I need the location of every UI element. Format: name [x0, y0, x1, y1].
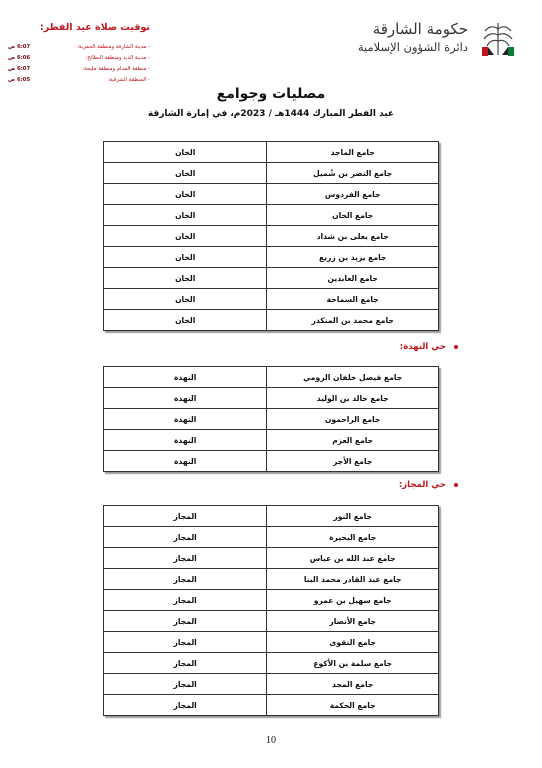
- eid-prayer-times-title: توقيت صلاة عيد الفطر:: [39, 22, 150, 33]
- table-row: [104, 388, 439, 409]
- region-label: - مدينة الذيد ومنطقة البطائح:: [85, 54, 150, 61]
- table-row: [104, 184, 439, 205]
- mosque-name: جامع يزيد بن زريع: [267, 247, 439, 268]
- table-row: [104, 569, 439, 590]
- mosque-table-al-nahda: [103, 366, 439, 472]
- area-name: النهدة: [104, 430, 267, 451]
- area-name: الخان: [104, 226, 267, 247]
- table-row: [104, 590, 439, 611]
- area-name: الخان: [104, 289, 267, 310]
- mosque-name: جامع محمد بن المنكدر: [267, 310, 439, 331]
- area-name: المجاز: [104, 632, 267, 653]
- area-name: النهدة: [104, 409, 267, 430]
- table-row: [104, 632, 439, 653]
- table-row: [104, 226, 439, 247]
- mosque-name: جامع فيصل خلفان الرومي: [267, 367, 439, 388]
- table-row: [104, 310, 439, 331]
- area-name: الخان: [104, 142, 267, 163]
- mosque-name: جامع العزم: [267, 430, 439, 451]
- bullet-icon: [454, 345, 458, 349]
- area-name: المجاز: [104, 506, 267, 527]
- area-name: الخان: [104, 247, 267, 268]
- area-name: الخان: [104, 163, 267, 184]
- area-name: المجاز: [104, 695, 267, 716]
- area-name: المجاز: [104, 611, 267, 632]
- table-row: [104, 430, 439, 451]
- section-heading-al-nahda: [400, 342, 458, 352]
- area-name: المجاز: [104, 569, 267, 590]
- eid-time-item: [8, 52, 150, 63]
- area-name: المجاز: [104, 527, 267, 548]
- government-name: حكومة الشارقة: [372, 20, 468, 38]
- mosque-name: جامع النور: [267, 506, 439, 527]
- table-row: [104, 205, 439, 226]
- table-row: [104, 506, 439, 527]
- mosque-name: جامع الماجد: [267, 142, 439, 163]
- table-row: [104, 268, 439, 289]
- mosque-name: جامع التقوى: [267, 632, 439, 653]
- mosque-table-al-khan: [103, 141, 439, 331]
- area-name: الخان: [104, 268, 267, 289]
- mosque-name: جامع الراحمون: [267, 409, 439, 430]
- section-heading-text: حي المجاز:: [398, 480, 446, 490]
- table-row: [104, 548, 439, 569]
- mosque-name: جامع عبد القادر محمد البنا: [267, 569, 439, 590]
- mosque-name: جامع يعلى بن شداد: [267, 226, 439, 247]
- table-row: [104, 674, 439, 695]
- mosque-name: جامع سلمة بن الأكوع: [267, 653, 439, 674]
- prayer-time: 6:07 ص: [8, 43, 31, 50]
- mosque-name: جامع الفردوس: [267, 184, 439, 205]
- table-row: [104, 289, 439, 310]
- table-row: [104, 409, 439, 430]
- eid-time-item: [8, 41, 150, 52]
- eid-prayer-times-list: [8, 41, 150, 85]
- area-name: المجاز: [104, 590, 267, 611]
- mosque-name: جامع العابدين: [267, 268, 439, 289]
- table-row: [104, 611, 439, 632]
- area-name: الخان: [104, 310, 267, 331]
- region-label: - المنطقة الشرقية:: [107, 76, 150, 83]
- page-number: 10: [266, 735, 276, 746]
- eid-time-item: [8, 74, 150, 85]
- section-heading-al-majaz: [399, 480, 458, 490]
- prayer-time: 6:06 ص: [8, 54, 31, 61]
- eid-time-item: [8, 63, 150, 74]
- department-name: دائرة الشؤون الإسلامية: [357, 40, 468, 54]
- area-name: النهدة: [104, 367, 267, 388]
- page-subtitle: عيد الفطر المبارك 1444هـ / 2023م، في إمارة الشارقة: [147, 109, 395, 119]
- mosque-name: جامع الحكمة: [267, 695, 439, 716]
- table-row: [104, 247, 439, 268]
- mosque-name: جامع خالد بن الوليد: [267, 388, 439, 409]
- emblem-logo-icon: [481, 19, 515, 59]
- page-title: مصليات وجوامع: [216, 86, 326, 102]
- table-row: [104, 451, 439, 472]
- table-row: [104, 695, 439, 716]
- bullet-icon: [454, 483, 458, 487]
- mosque-name: جامع عبد الله بن عباس: [267, 548, 439, 569]
- table-row: [104, 527, 439, 548]
- mosque-name: جامع الأجر: [267, 451, 439, 472]
- table-row: [104, 653, 439, 674]
- mosque-table-al-majaz: [103, 505, 439, 716]
- mosque-name: جامع سهيل بن عمرو: [267, 590, 439, 611]
- table-row: [104, 367, 439, 388]
- area-name: المجاز: [104, 653, 267, 674]
- prayer-time: 6:07 ص: [8, 65, 31, 72]
- mosque-name: جامع النضر بن شُميل: [267, 163, 439, 184]
- mosque-name: جامع الأنصار: [267, 611, 439, 632]
- area-name: المجاز: [104, 548, 267, 569]
- table-row: [104, 142, 439, 163]
- area-name: النهدة: [104, 451, 267, 472]
- prayer-time: 6:05 ص: [8, 76, 31, 83]
- mosque-name: جامع البحيرة: [267, 527, 439, 548]
- mosque-name: جامع المجد: [267, 674, 439, 695]
- mosque-name: جامع السماحة: [267, 289, 439, 310]
- section-heading-text: حي النهدة:: [399, 342, 446, 352]
- area-name: الخان: [104, 184, 267, 205]
- mosque-name: جامع الخان: [267, 205, 439, 226]
- area-name: المجاز: [104, 674, 267, 695]
- area-name: النهدة: [104, 388, 267, 409]
- region-label: - مدينة الشارقة ومنطقة الحمرية:: [77, 43, 150, 50]
- region-label: - منطقة المدام ومنطقة مليحة:: [82, 65, 150, 72]
- table-row: [104, 163, 439, 184]
- area-name: الخان: [104, 205, 267, 226]
